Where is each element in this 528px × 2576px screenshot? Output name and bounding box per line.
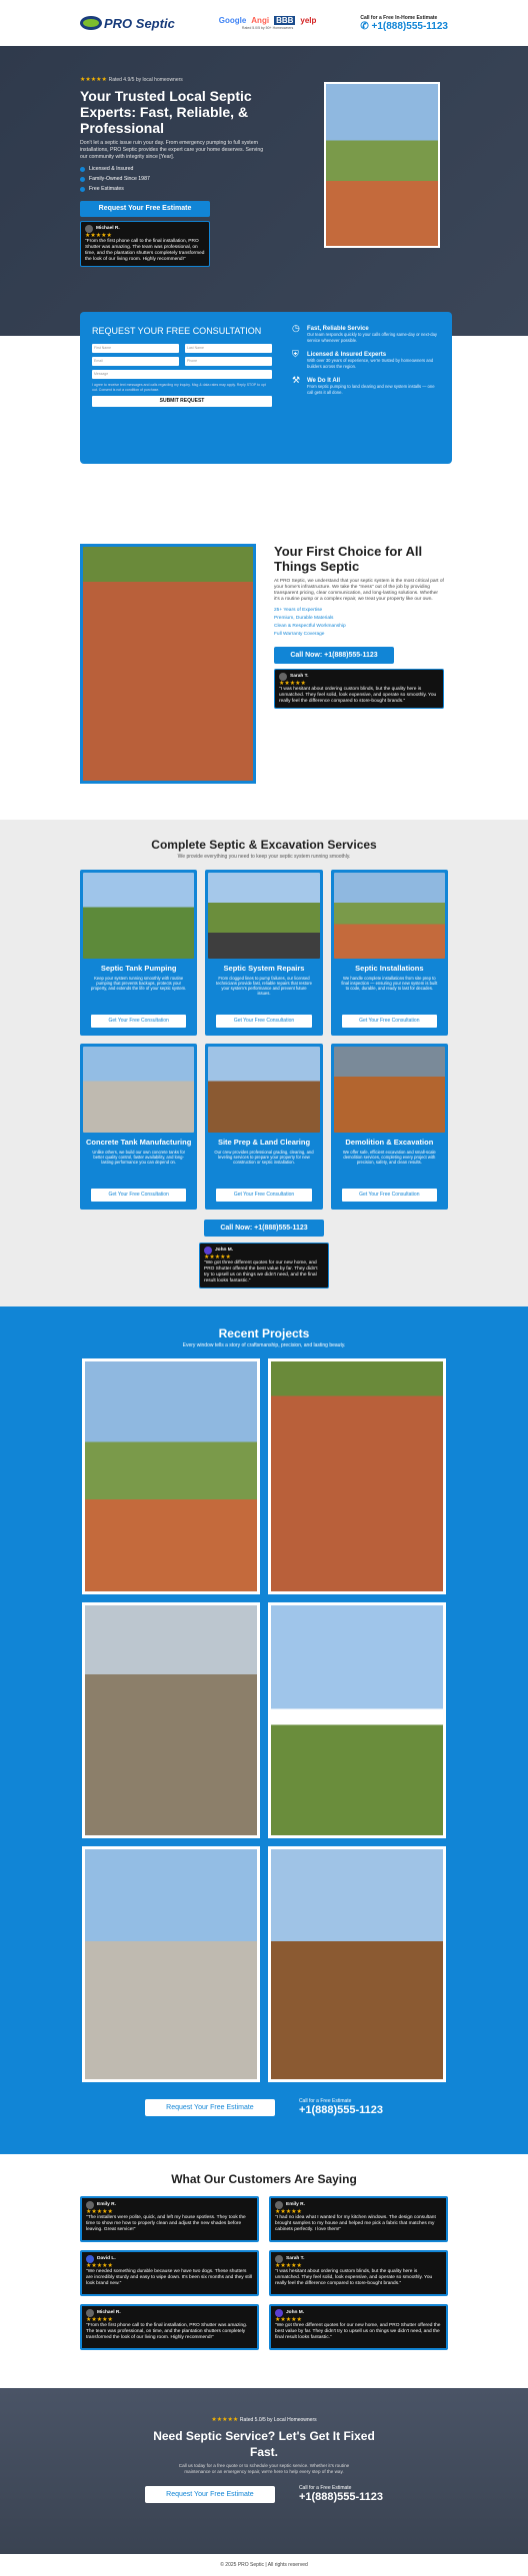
last-name-field[interactable]: Last Name [185,344,272,353]
service-card: Septic Installations We handle complete installations from site prep to final inspection — ensuring your new system is built to code, durable, and ready to last for decades. Get Your Free Consultation [331,870,448,1036]
excavation-photo [80,544,256,784]
review-card: Sarah T. ★★★★★ "I was hesitant about ordering custom blinds, but the quality here is unmatched. They feel solid, look expensive, and operate so smoothly. You really feel the difference compared to store-bought brands." [274,669,444,709]
final-rating-text: Rated 5.0/5 by Local Homeowners [239,2417,317,2423]
avatar [279,673,287,681]
consultation-button[interactable]: Get Your Free Consultation [216,1189,311,1202]
hero-bullet: Licensed & Insured [80,166,270,172]
first-choice-title: Your First Choice for All Things Septic [274,544,423,574]
testimonials-section [0,2154,528,2388]
call-now-button[interactable]: Call Now: +1(888)555-1123 [274,647,394,664]
testimonial-card: Sarah T. ★★★★★ "I was hesitant about ordering custom blinds, but the quality here is unmatched. They feel solid, look expensive, and operate so smoothly. You really feel the difference compared to store-bought brands." [269,2250,448,2296]
feature-item: ⛨ Licensed & Insured Experts With over 30 years of experience, we're trusted by homeowners and builders across the region. [292,349,434,369]
hero-review-card [80,221,210,267]
consultation-form-box [80,312,452,464]
avatar [204,1247,212,1255]
google-badge: Google [218,16,247,25]
consent-checkbox-label[interactable]: I agree to receive text messages and calls regarding my inquiry. Msg & data rates may apply. Reply STOP to opt out. Consent is not a condition of purchase. [92,383,266,392]
consultation-button[interactable]: Get Your Free Consultation [342,1015,437,1028]
phone-icon: ✆ [360,20,369,32]
avatar [86,2201,94,2209]
final-stars: ★★★★★ [211,2417,239,2423]
review-text: "From the first phone call to the final installation, PRO Shutter was amazing. The team was professional, on time, and the plantation shutters completely transformed the look of our living room. Highly recommend!" [85,239,205,262]
check-icon [80,177,85,182]
projects-section [0,1306,528,2154]
avatar [85,225,93,233]
first-choice-text: At PRO Septic, we understand that your septic system is the most critical part of your home's infrastructure. We take the "mess" out of the job by providing transparent pricing, clear communication, and long-lasting solutions. Whether it's a routine pump or a complex repair, we treat your property like our own. [274,579,444,602]
hero-estimate-button[interactable]: Request Your Free Estimate [80,201,210,217]
service-photo [83,873,194,959]
testimonials-title: What Our Customers Are Saying [171,2172,357,2186]
email-field[interactable]: Email [92,357,179,366]
header-phone-link[interactable]: +1(888)555-1123 [371,20,448,32]
phone-field[interactable]: Phone [185,357,272,366]
feature-bullet: 25+ Years of Expertise [274,608,323,613]
header-phone [360,21,448,32]
service-card: Site Prep & Land Clearing Our crew provides professional grading, clearing, and leveling services to prepare your property for new construction or septic installation. Get Your Free Consultation [205,1044,322,1210]
final-phone: +1(888)555-1123 [298,2491,384,2503]
final-title: Need Septic Service? Let's Get It Fixed Fast. [153,2429,375,2459]
services-subtitle: We provide everything you need to keep your septic system running smoothly. [177,854,351,860]
hero-stars: ★★★★★ [80,77,107,83]
avatar [86,2255,94,2263]
hero-description: Don't let a septic issue ruin your day. From emergency pumping to full system installations, PRO Septic provides the expert care your home deserves. Serving our community with integrity since [Year]. [80,140,264,160]
project-photo[interactable] [82,1602,260,1838]
projects-estimate-button[interactable]: Request Your Free Estimate [145,2099,275,2116]
service-card: Septic Tank Pumping Keep your system running smoothly with routine pumping that prevents backups, protects your property, and extends the life of your septic system. Get Your Free Consultation [80,870,197,1036]
testimonial-card: John M. ★★★★★ "We got three different quotes for our new home, and PRO Shutter offered the best value by far. They didn't try to upsell us on things we didn't need, and the final result looks fantastic." [269,2304,448,2350]
testimonial-card: David L. ★★★★★ "We needed something durable because we have two dogs. These shutters are incredibly sturdy and easy to wipe down. It's been six months and they still look brand new." [80,2250,259,2296]
avatar [86,2309,94,2317]
testimonial-card: Emily R. ★★★★★ "The installers were polite, quick, and left my house spotless. They took the time to show me how to properly clean and adjust the new shades before leaving. Great service!" [80,2196,259,2242]
header-call-label: Call for a Free In-Home Estimate [360,14,438,21]
final-text: Call us today for a free quote or to schedule your septic service. Whether it's routine maintenance or an emergency repair, we're here to help every step of the way. [178,2463,350,2474]
hero-title: Your Trusted Local Septic Experts: Fast, Reliable, & Professional [80,88,252,136]
consultation-button[interactable]: Get Your Free Consultation [91,1189,186,1202]
consultation-button[interactable]: Get Your Free Consultation [216,1015,311,1028]
feature-bullet: Clean & Respectful Workmanship [274,624,346,629]
hero-bullet: Free Estimates [80,186,270,192]
service-photo [334,873,445,959]
service-photo [334,1047,445,1133]
clock-icon: ◷ [292,323,300,333]
hero-bullet: Family-Owned Since 1987 [80,176,270,182]
review-card: John M. ★★★★★ "We got three different quotes for our new home, and PRO Shutter offered the best value by far. They didn't try to upsell us on things we didn't need, and the final result looks fantastic." [199,1243,329,1288]
service-photo [208,873,319,959]
testimonial-card: Emily R. ★★★★★ "I had no idea what I wanted for my kitchen windows. The design consultant brought samples to my house and helped me pick a fabric that matches my cabinets perfectly. I love them!" [269,2196,448,2242]
site-header [0,0,528,46]
project-photo[interactable] [268,1358,446,1594]
feature-bullet: Full Warranty Coverage [274,632,325,637]
services-title: Complete Septic & Excavation Services [151,838,377,852]
logo[interactable] [80,16,175,31]
submit-button[interactable]: SUBMIT REQUEST [92,396,272,407]
projects-title: Recent Projects [218,1326,310,1340]
yelp-badge: yelp [300,16,317,25]
projects-phone: +1(888)555-1123 [298,2104,384,2116]
feature-item: ⚒ We Do It All From septic pumping to land clearing and new system installs — one call gets it all done. [292,375,435,395]
avatar [275,2201,283,2209]
bbb-badge: BBB [276,16,294,25]
shield-icon: ⛨ [292,349,299,359]
final-call[interactable]: Call for a Free Estimate +1(888)555-1123 [298,2485,384,2503]
testimonial-card: Michael R. ★★★★★ "From the first phone call to the final installation, PRO Shutter was amazing. The team was professional, on time, and the plantation shutters completely transformed the look of our living room. Highly recommend!" [80,2304,259,2350]
services-section [0,820,528,1306]
hero-truck-photo [324,82,440,248]
angi-badge: Angi [251,16,270,25]
review-badges [219,16,317,30]
service-card: Septic System Repairs From clogged lines to pump failures, our licensed technicians provide fast, reliable repairs that restore your system's performance and prevent future issues. Get Your Free Consultation [205,870,322,1036]
consultation-button[interactable]: Get Your Free Consultation [91,1015,186,1028]
consultation-button[interactable]: Get Your Free Consultation [342,1189,437,1202]
header-call[interactable] [360,15,448,32]
service-photo [83,1047,194,1133]
hero-bullets [80,166,270,192]
message-field[interactable]: Message [92,370,272,379]
consultation-section [0,323,528,446]
service-card: Demolition & Excavation We offer safe, efficient excavation and small-scale demolition services, completing every project with precision, safety, and clean results. Get Your Free Consultation [331,1044,448,1210]
logo-text: PRO Septic [104,15,175,31]
logo-mark [80,16,102,30]
form-title: REQUEST YOUR FREE CONSULTATION [92,326,262,336]
service-card: Concrete Tank Manufacturing Unlike others, we build our own concrete tanks for better quality control, faster availability, and long-lasting performance you can depend on. Get Your Free Consultation [80,1044,197,1210]
project-photo[interactable] [82,1846,260,2082]
first-name-field[interactable]: First Name [92,344,179,353]
project-photo[interactable] [268,1846,446,2082]
avatar [275,2309,283,2317]
feature-item: ◷ Fast, Reliable Service Our team responds quickly to your calls offering same-day or next-day service whenever possible. [292,323,438,343]
project-photo[interactable] [82,1358,260,1594]
reviewer-name: Michael R. [96,226,120,231]
check-icon [80,187,85,192]
call-now-button[interactable]: Call Now: +1(888)555-1123 [204,1220,324,1237]
first-choice-section [0,544,528,784]
hero-rating-text: Rated 4.9/5 by local homeowners [108,77,183,83]
footer: © 2025 PRO Septic | All rights reserved [220,2562,308,2568]
final-estimate-button[interactable]: Request Your Free Estimate [145,2486,275,2503]
service-photo [208,1047,319,1133]
projects-call[interactable]: Call for a Free Estimate +1(888)555-1123 [298,2098,384,2116]
hero-section [0,46,528,336]
avatar [275,2255,283,2263]
badges-caption: Rated 5.0/5 by 50+ Homeowners [241,26,294,30]
check-icon [80,167,85,172]
final-cta-section [0,2388,528,2554]
tools-icon: ⚒ [292,375,301,385]
feature-bullet: Premium, Durable Materials [274,616,334,621]
projects-subtitle: Every window tells a story of craftsmanship, precision, and lasting beauty. [182,1342,346,1348]
review-stars: ★★★★★ [85,233,112,239]
project-photo[interactable] [268,1602,446,1838]
